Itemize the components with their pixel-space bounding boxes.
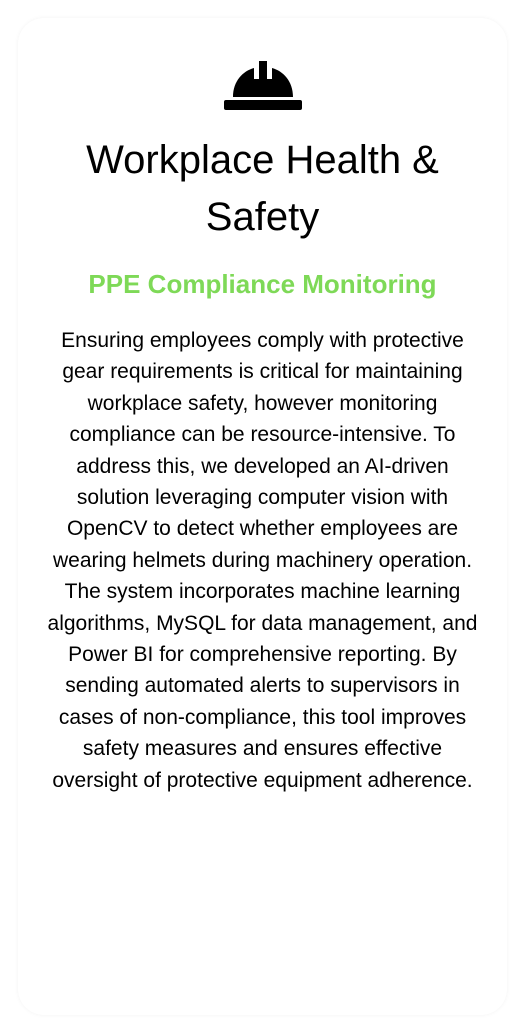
hard-hat-icon (223, 57, 303, 113)
page-title: Workplace Health & Safety (86, 138, 439, 239)
project-subtitle: PPE Compliance Monitoring (88, 269, 437, 299)
icon-container (0, 57, 525, 113)
project-description: Ensuring employees comply with protective gear requirements is critical for maintaining workplace safety, however monitoring compliance can be resource-intensive. To address this, we developed an AI-driven solution leveraging computer vision with OpenCV to detect whether employees are wearing helmets during machinery operation. The system incorporates machine learning algorithms, MySQL for data management, and Power BI for comprehensive reporting. By sending automated alerts to supervisors in cases of non-compliance, this tool improves safety measures and ensures effective oversight of protective equipment adherence. (47, 329, 478, 792)
